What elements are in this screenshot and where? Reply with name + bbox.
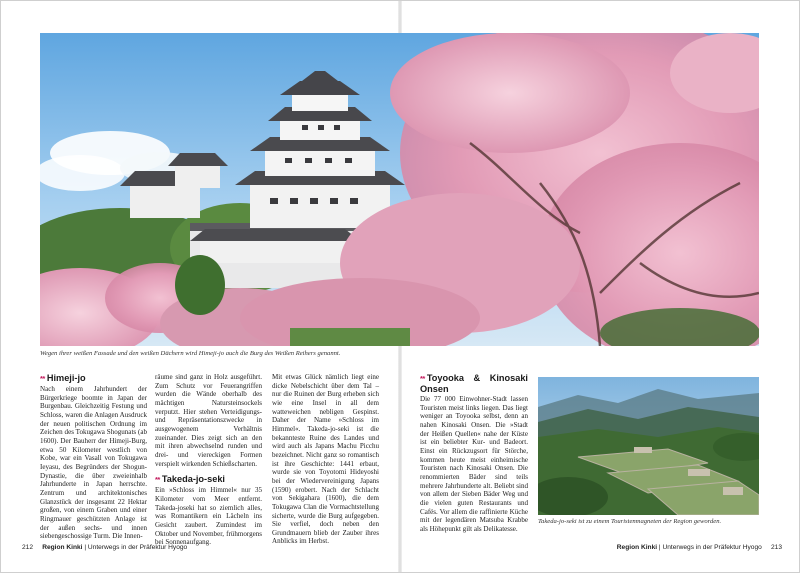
heading-text: Toyooka & Kinosaki Onsen [420, 373, 528, 394]
rating-stars: ** [40, 374, 45, 383]
rating-stars: ** [155, 475, 160, 485]
footer-separator: | [658, 544, 661, 551]
footer-right [617, 544, 782, 551]
himeji-body-text: Nach einem Jahrhundert der Bürgerkriege boomte in Japan der Burgenbau. Gleichzeitig Festung und Schloss, waren die Anlagen Ausdruck der neuen politischen Ordnung im Zeichen des Tokugawa Shogunats (ab 1600). Der Bauherr der Himeji-Burg, etwa 50 Kilometer westlich von Kobe, war ein Vasall von Tokugawa Ieyasu, des Begründers der Shogun-Dynastie, die über zweieinhalb Jahrhunderte in Japan herrschte. Zentrum und architektonisches Glanzstück der insgesamt 22 Hektar großen, von einem Graben und einer Ringmauer geschützten Anlage ist der außen sechs- und innen siebengeschossige Turm. Die Innen- [40, 385, 147, 541]
column-1 [40, 373, 147, 541]
section-heading-himeji [40, 373, 147, 384]
heading-text: Takeda-jo-seki [161, 474, 225, 485]
footer-separator: | [84, 544, 87, 551]
takeda-body-text: Ein »Schloss im Himmel« nur 35 Kilometer vom Meer entfernt. Takeda-joseki hat so ziemlich alles, was Romantikern ein Lächeln ins Gesicht zaubert. Zumindest im Oktober und November, frühmorgens bei Sonnenaufgang. [155, 486, 262, 547]
section-heading-toyooka [420, 373, 528, 394]
footer-left [22, 544, 187, 551]
heading-text: Himeji-jo [46, 373, 86, 383]
footer-region-left: Region Kinki [42, 544, 83, 551]
hero-photo-himeji-castle [40, 33, 759, 346]
page-number-left: 212 [22, 544, 34, 551]
footer-subtitle-left: Unterwegs in der Präfektur Hyogo [87, 544, 188, 551]
side-illustration [538, 377, 759, 515]
column-2 [155, 373, 262, 547]
footer-region-right: Region Kinki [616, 544, 658, 551]
footer-subtitle-right: Unterwegs in der Präfektur Hyogo [662, 544, 762, 551]
section-heading-takeda [155, 474, 262, 485]
toyooka-body-text: Die 77 000 Einwohner-Stadt lassen Touristen meist links liegen. Das liegt weniger an Toyooka selbst, denn an nahen Kinosaki Onsen. Die »Stadt der Heißen Quellen« nahe der Küste ist ein beliebter Kur- und Badeort. Einst ein Rückzugsort für Störche, kommen heute meist einheimische Touristen nach Kinosaki Onsen. Die renommierten Bäder sind teils mehrere Jahrhunderte alt. Beliebt sind von allem der Sieben Bäder Weg und die vielen guten Restaurants und Cafés. Vor allem die raffinierte Küche mit der legendären Matsuba Krabbe als Höhepunkt gilt als Delikatesse. [420, 395, 528, 533]
takeda-body-continued: Mit etwas Glück nämlich liegt eine dicke Nebelschicht über dem Tal – nur die Ruinen der Burg erheben sich wie eine Insel in all dem watteweichen nebligen Gespinst. Daher der Name »Schloss im Himmel«. Takeda-jo-seki ist die bekannteste Ruine des Landes und wird auch als Japans Machu Picchu bezeichnet. Nicht ganz so romantisch ist ihre Geschichte: 1441 erbaut, wurde sie von Toyotomi Hideyoshi bei der Wiedervereinigung Japans (1590) erobert. Nach der Schlacht von Sekigahara (1600), die dem Tokugawa Clan die Vormachtstellung sicherte, wurde die Burg aufgegeben. Sie verfiel, doch neben den Grundmauern blieb der Zauber ihres Anblicks im Herbst. [272, 373, 379, 546]
hero-illustration [40, 33, 759, 346]
himeji-body-continued: räume sind ganz in Holz ausgeführt. Zum Schutz vor Feuerangriffen wurden die Wände oberhalb des mächtigen Natursteinsockels verputzt. Hier stehen Verteidigungs- und Repräsentationszwecke in ausgewogenem Verhältnis zueinander. Dies zeigt sich an den mit ihren abwechselnd runden und drei- und viereckigen Formen verspielt wirkenden Schießscharten. [155, 373, 262, 468]
hero-caption: Wegen ihrer weißen Fassade und den weißen Dächern wird Himeji-jo auch die Burg des Weißen Reihers genannt. [40, 350, 341, 357]
rating-stars: ** [420, 374, 425, 383]
side-caption: Takeda-jo-seki ist zu einem Touristenmagneten der Region geworden. [538, 518, 722, 525]
side-photo-takeda-ruins [538, 377, 759, 515]
column-3 [272, 373, 379, 546]
page-number-right: 213 [770, 544, 782, 551]
column-4 [420, 373, 528, 534]
